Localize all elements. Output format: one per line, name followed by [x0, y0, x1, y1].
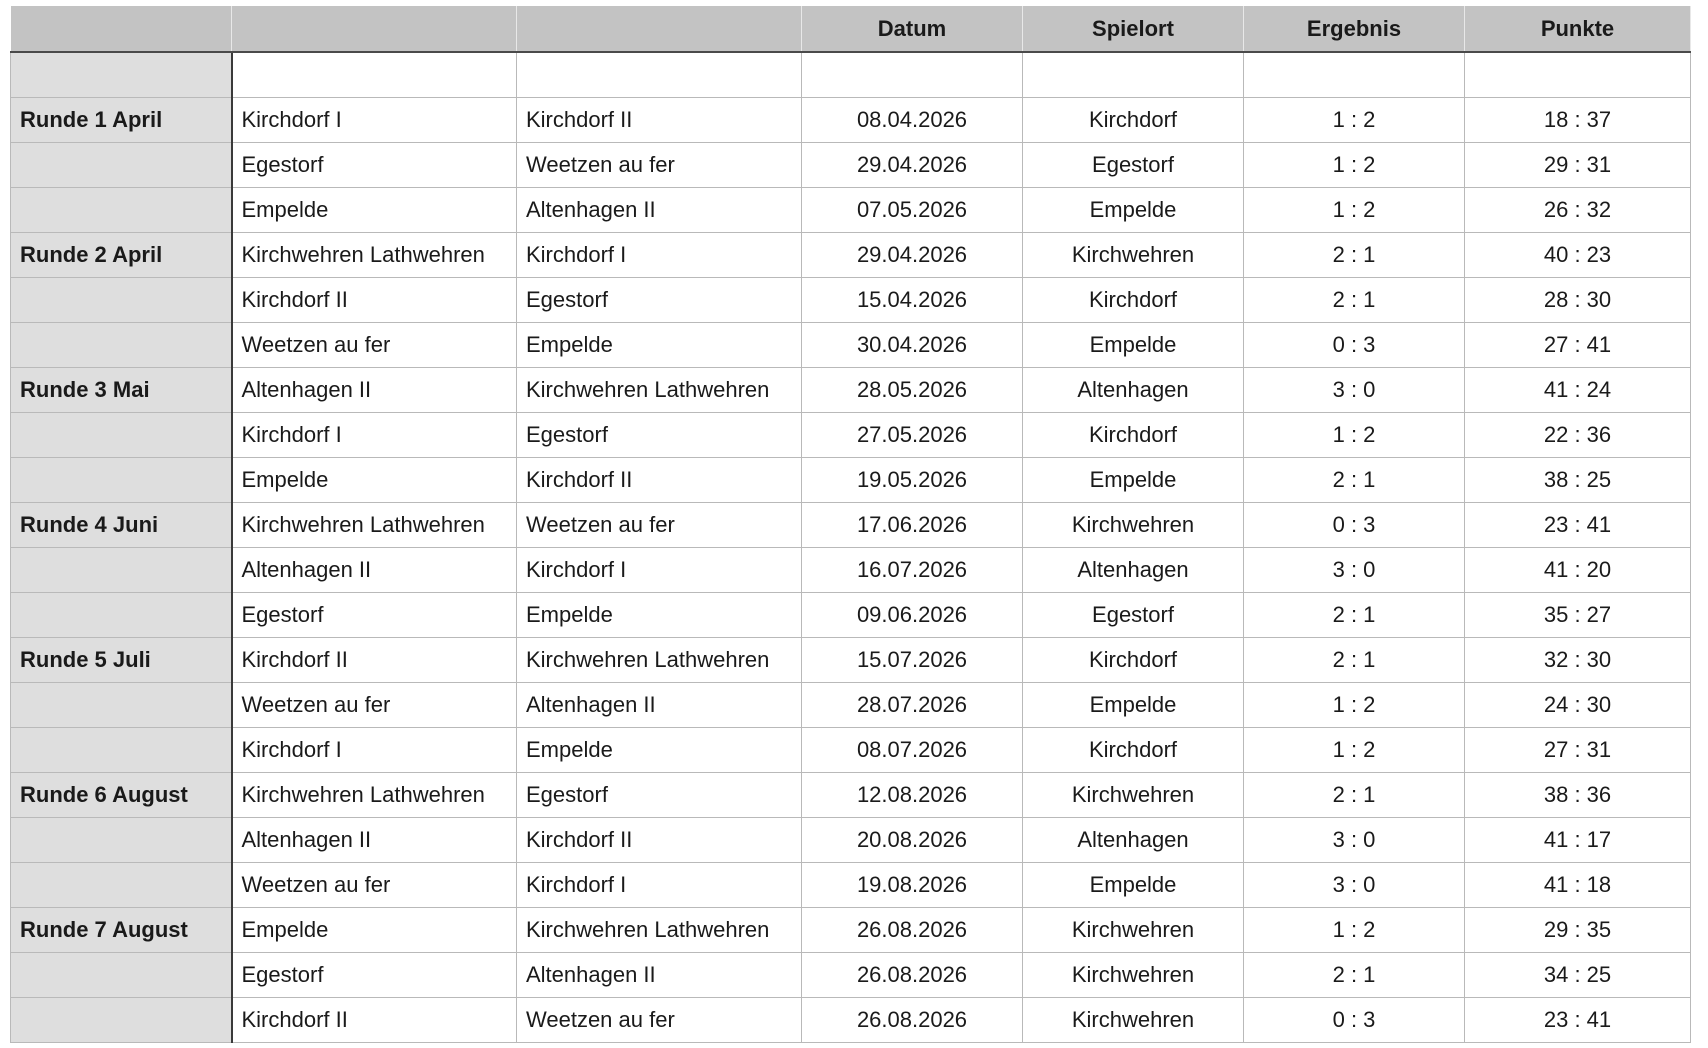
away-team-cell[interactable]: Empelde	[517, 323, 802, 368]
date-cell[interactable]: 12.08.2026	[802, 773, 1023, 818]
away-team-cell[interactable]: Kirchwehren Lathwehren	[517, 638, 802, 683]
round-cell[interactable]	[11, 278, 232, 323]
header-cell-punkte[interactable]: Punkte	[1465, 6, 1691, 52]
table-row	[11, 323, 1691, 368]
venue-cell[interactable]: Kirchwehren	[1023, 953, 1244, 998]
schedule-table	[10, 6, 1691, 1043]
home-team-cell[interactable]: Kirchwehren Lathwehren	[232, 233, 517, 278]
points-cell[interactable]: 32 : 30	[1465, 638, 1691, 683]
home-team-cell[interactable]: Kirchwehren Lathwehren	[232, 503, 517, 548]
round-cell[interactable]	[11, 728, 232, 773]
venue-cell[interactable]: Egestorf	[1023, 143, 1244, 188]
date-cell[interactable]: 26.08.2026	[802, 908, 1023, 953]
date-cell[interactable]: 15.07.2026	[802, 638, 1023, 683]
venue-cell[interactable]: Kirchdorf	[1023, 98, 1244, 143]
result-cell[interactable]: 1 : 2	[1244, 728, 1465, 773]
away-team-cell[interactable]: Altenhagen II	[517, 953, 802, 998]
away-team-cell[interactable]: Empelde	[517, 593, 802, 638]
result-cell[interactable]: 2 : 1	[1244, 278, 1465, 323]
date-cell[interactable]: 29.04.2026	[802, 143, 1023, 188]
round-cell[interactable]	[11, 548, 232, 593]
result-cell[interactable]: 1 : 2	[1244, 98, 1465, 143]
date-cell[interactable]: 28.05.2026	[802, 368, 1023, 413]
date-cell[interactable]: 27.05.2026	[802, 413, 1023, 458]
result-cell[interactable]: 0 : 3	[1244, 998, 1465, 1043]
points-cell[interactable]: 34 : 25	[1465, 953, 1691, 998]
round-cell[interactable]	[11, 683, 232, 728]
away-team-cell[interactable]: Weetzen au fer	[517, 503, 802, 548]
venue-cell[interactable]: Kirchdorf	[1023, 638, 1244, 683]
points-cell[interactable]: 41 : 17	[1465, 818, 1691, 863]
home-team-cell[interactable]: Empelde	[232, 908, 517, 953]
result-cell[interactable]: 2 : 1	[1244, 593, 1465, 638]
table-row	[11, 683, 1691, 728]
result-cell[interactable]: 1 : 2	[1244, 908, 1465, 953]
round-cell[interactable]: Runde 1 April	[11, 98, 232, 143]
table-row	[11, 998, 1691, 1043]
result-cell[interactable]: 3 : 0	[1244, 863, 1465, 908]
venue-cell[interactable]: Kirchwehren	[1023, 998, 1244, 1043]
points-cell[interactable]: 29 : 31	[1465, 143, 1691, 188]
result-cell[interactable]: 3 : 0	[1244, 368, 1465, 413]
points-cell[interactable]: 24 : 30	[1465, 683, 1691, 728]
away-team-cell[interactable]: Weetzen au fer	[517, 998, 802, 1043]
away-team-cell[interactable]: Weetzen au fer	[517, 143, 802, 188]
home-team-cell[interactable]: Kirchdorf II	[232, 278, 517, 323]
home-team-cell[interactable]: Kirchwehren Lathwehren	[232, 773, 517, 818]
round-cell[interactable]	[11, 863, 232, 908]
table-row	[11, 278, 1691, 323]
venue-cell[interactable]: Kirchwehren	[1023, 773, 1244, 818]
date-cell[interactable]: 26.08.2026	[802, 998, 1023, 1043]
date-cell[interactable]: 19.05.2026	[802, 458, 1023, 503]
table-row	[11, 638, 1691, 683]
away-team-cell[interactable]: Kirchdorf II	[517, 98, 802, 143]
away-team-cell[interactable]: Kirchdorf I	[517, 548, 802, 593]
table-row	[11, 773, 1691, 818]
header-cell-runde[interactable]	[11, 6, 232, 52]
round-cell[interactable]	[11, 458, 232, 503]
result-cell[interactable]: 2 : 1	[1244, 458, 1465, 503]
date-cell[interactable]: 07.05.2026	[802, 188, 1023, 233]
points-cell[interactable]: 41 : 18	[1465, 863, 1691, 908]
table-row	[11, 548, 1691, 593]
venue-cell[interactable]: Empelde	[1023, 458, 1244, 503]
venue-cell[interactable]: Altenhagen	[1023, 368, 1244, 413]
round-cell[interactable]	[11, 188, 232, 233]
home-team-cell[interactable]: Kirchdorf I	[232, 98, 517, 143]
date-cell[interactable]: 08.04.2026	[802, 98, 1023, 143]
round-cell[interactable]	[11, 413, 232, 458]
away-team-cell[interactable]: Egestorf	[517, 773, 802, 818]
spreadsheet	[10, 6, 1691, 1043]
home-team-cell[interactable]: Empelde	[232, 188, 517, 233]
table-row	[11, 413, 1691, 458]
table-row	[11, 728, 1691, 773]
date-cell[interactable]: 19.08.2026	[802, 863, 1023, 908]
points-cell[interactable]: 27 : 31	[1465, 728, 1691, 773]
table-row	[11, 98, 1691, 143]
result-cell[interactable]: 1 : 2	[1244, 143, 1465, 188]
table-row	[11, 143, 1691, 188]
round-cell[interactable]	[11, 323, 232, 368]
table-row	[11, 503, 1691, 548]
date-cell[interactable]: 29.04.2026	[802, 233, 1023, 278]
home-team-cell[interactable]: Kirchdorf II	[232, 638, 517, 683]
round-cell[interactable]	[11, 593, 232, 638]
round-cell[interactable]	[11, 953, 232, 998]
empty-cell[interactable]	[1244, 52, 1465, 98]
home-team-cell[interactable]: Altenhagen II	[232, 548, 517, 593]
result-cell[interactable]: 1 : 2	[1244, 413, 1465, 458]
round-cell[interactable]	[11, 998, 232, 1043]
points-cell[interactable]: 23 : 41	[1465, 503, 1691, 548]
result-cell[interactable]: 0 : 3	[1244, 323, 1465, 368]
date-cell[interactable]: 16.07.2026	[802, 548, 1023, 593]
round-cell[interactable]: Runde 6 August	[11, 773, 232, 818]
venue-cell[interactable]: Egestorf	[1023, 593, 1244, 638]
round-cell[interactable]: Runde 5 Juli	[11, 638, 232, 683]
empty-cell[interactable]	[1023, 52, 1244, 98]
header-cell-ergebnis[interactable]: Ergebnis	[1244, 6, 1465, 52]
round-cell[interactable]	[11, 818, 232, 863]
points-cell[interactable]: 38 : 25	[1465, 458, 1691, 503]
date-cell[interactable]: 28.07.2026	[802, 683, 1023, 728]
result-cell[interactable]: 2 : 1	[1244, 638, 1465, 683]
venue-cell[interactable]: Kirchwehren	[1023, 908, 1244, 953]
venue-cell[interactable]: Empelde	[1023, 863, 1244, 908]
points-cell[interactable]: 18 : 37	[1465, 98, 1691, 143]
empty-cell[interactable]	[232, 52, 517, 98]
date-cell[interactable]: 15.04.2026	[802, 278, 1023, 323]
home-team-cell[interactable]: Egestorf	[232, 143, 517, 188]
venue-cell[interactable]: Kirchwehren	[1023, 503, 1244, 548]
date-cell[interactable]: 08.07.2026	[802, 728, 1023, 773]
home-team-cell[interactable]: Altenhagen II	[232, 818, 517, 863]
away-team-cell[interactable]: Empelde	[517, 728, 802, 773]
result-cell[interactable]: 2 : 1	[1244, 773, 1465, 818]
table-row	[11, 818, 1691, 863]
result-cell[interactable]: 2 : 1	[1244, 233, 1465, 278]
points-cell[interactable]: 23 : 41	[1465, 998, 1691, 1043]
away-team-cell[interactable]: Egestorf	[517, 278, 802, 323]
table-row	[11, 908, 1691, 953]
table-row	[11, 368, 1691, 413]
away-team-cell[interactable]: Altenhagen II	[517, 188, 802, 233]
venue-cell[interactable]: Empelde	[1023, 323, 1244, 368]
empty-row	[11, 52, 1691, 98]
away-team-cell[interactable]: Altenhagen II	[517, 683, 802, 728]
result-cell[interactable]: 1 : 2	[1244, 683, 1465, 728]
away-team-cell[interactable]: Kirchwehren Lathwehren	[517, 368, 802, 413]
points-cell[interactable]: 41 : 20	[1465, 548, 1691, 593]
header-cell-datum[interactable]: Datum	[802, 6, 1023, 52]
home-team-cell[interactable]: Weetzen au fer	[232, 323, 517, 368]
venue-cell[interactable]: Kirchwehren	[1023, 233, 1244, 278]
venue-cell[interactable]: Empelde	[1023, 683, 1244, 728]
date-cell[interactable]: 17.06.2026	[802, 503, 1023, 548]
date-cell[interactable]: 26.08.2026	[802, 953, 1023, 998]
home-team-cell[interactable]: Egestorf	[232, 593, 517, 638]
round-cell[interactable]: Runde 3 Mai	[11, 368, 232, 413]
venue-cell[interactable]: Kirchdorf	[1023, 413, 1244, 458]
home-team-cell[interactable]: Empelde	[232, 458, 517, 503]
round-cell[interactable]: Runde 4 Juni	[11, 503, 232, 548]
table-row	[11, 593, 1691, 638]
table-row	[11, 458, 1691, 503]
date-cell[interactable]: 30.04.2026	[802, 323, 1023, 368]
home-team-cell[interactable]: Altenhagen II	[232, 368, 517, 413]
header-cell-gast[interactable]	[517, 6, 802, 52]
points-cell[interactable]: 27 : 41	[1465, 323, 1691, 368]
date-cell[interactable]: 09.06.2026	[802, 593, 1023, 638]
result-cell[interactable]: 0 : 3	[1244, 503, 1465, 548]
home-team-cell[interactable]: Weetzen au fer	[232, 683, 517, 728]
table-row	[11, 233, 1691, 278]
points-cell[interactable]: 28 : 30	[1465, 278, 1691, 323]
venue-cell[interactable]: Altenhagen	[1023, 818, 1244, 863]
result-cell[interactable]: 2 : 1	[1244, 953, 1465, 998]
round-cell[interactable]	[11, 143, 232, 188]
venue-cell[interactable]: Empelde	[1023, 188, 1244, 233]
points-cell[interactable]: 40 : 23	[1465, 233, 1691, 278]
points-cell[interactable]: 22 : 36	[1465, 413, 1691, 458]
date-cell[interactable]: 20.08.2026	[802, 818, 1023, 863]
header-row	[11, 6, 1691, 52]
points-cell[interactable]: 41 : 24	[1465, 368, 1691, 413]
points-cell[interactable]: 29 : 35	[1465, 908, 1691, 953]
result-cell[interactable]: 1 : 2	[1244, 188, 1465, 233]
away-team-cell[interactable]: Kirchdorf II	[517, 818, 802, 863]
venue-cell[interactable]: Kirchdorf	[1023, 278, 1244, 323]
points-cell[interactable]: 38 : 36	[1465, 773, 1691, 818]
header-cell-heim[interactable]	[232, 6, 517, 52]
round-cell[interactable]: Runde 7 August	[11, 908, 232, 953]
away-team-cell[interactable]: Kirchdorf I	[517, 233, 802, 278]
away-team-cell[interactable]: Kirchwehren Lathwehren	[517, 908, 802, 953]
home-team-cell[interactable]: Kirchdorf I	[232, 728, 517, 773]
table-row	[11, 188, 1691, 233]
result-cell[interactable]: 3 : 0	[1244, 548, 1465, 593]
away-team-cell[interactable]: Egestorf	[517, 413, 802, 458]
round-cell[interactable]: Runde 2 April	[11, 233, 232, 278]
venue-cell[interactable]: Kirchdorf	[1023, 728, 1244, 773]
result-cell[interactable]: 3 : 0	[1244, 818, 1465, 863]
empty-cell[interactable]	[517, 52, 802, 98]
empty-cell[interactable]	[1465, 52, 1691, 98]
empty-cell[interactable]	[802, 52, 1023, 98]
home-team-cell[interactable]: Kirchdorf II	[232, 998, 517, 1043]
home-team-cell[interactable]: Egestorf	[232, 953, 517, 998]
header-cell-spielort[interactable]: Spielort	[1023, 6, 1244, 52]
home-team-cell[interactable]: Kirchdorf I	[232, 413, 517, 458]
table-row	[11, 863, 1691, 908]
empty-cell[interactable]	[11, 52, 232, 98]
away-team-cell[interactable]: Kirchdorf II	[517, 458, 802, 503]
home-team-cell[interactable]: Weetzen au fer	[232, 863, 517, 908]
points-cell[interactable]: 26 : 32	[1465, 188, 1691, 233]
venue-cell[interactable]: Altenhagen	[1023, 548, 1244, 593]
points-cell[interactable]: 35 : 27	[1465, 593, 1691, 638]
table-row	[11, 953, 1691, 998]
away-team-cell[interactable]: Kirchdorf I	[517, 863, 802, 908]
